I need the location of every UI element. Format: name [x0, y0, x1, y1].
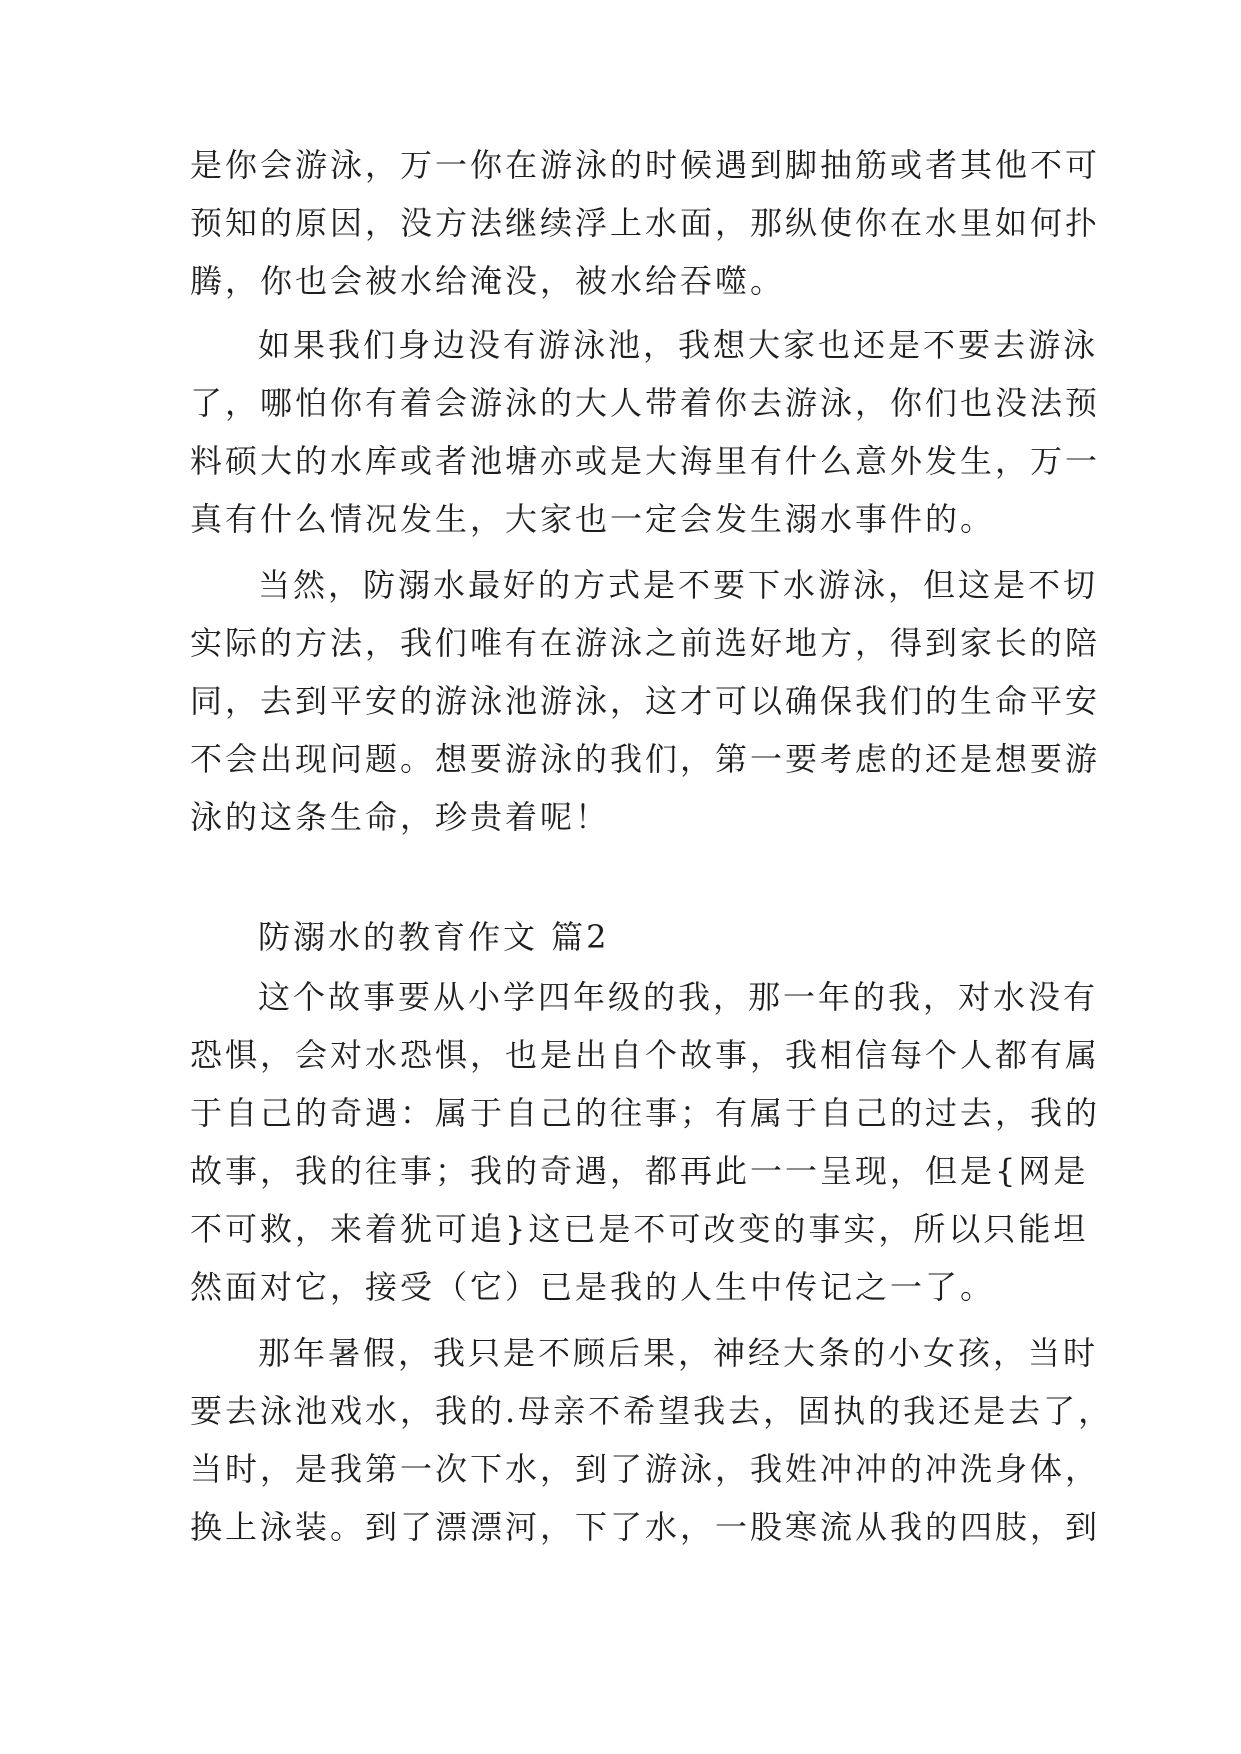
text-line: 实际的方法，我们唯有在游泳之前选好地方，得到家长的陪: [190, 624, 1101, 662]
text-line: 恐惧，会对水恐惧，也是出自个故事，我相信每个人都有属: [190, 1036, 1101, 1074]
text-line: 预知的原因，没方法继续浮上水面，那纵使你在水里如何扑: [190, 204, 1101, 242]
text-line: 故事，我的往事；我的奇遇，都再此一一呈现，但是{网是: [190, 1152, 1089, 1190]
text-line: 同，去到平安的游泳池游泳，这才可以确保我们的生命平安: [190, 682, 1101, 720]
text-line: 是你会游泳，万一你在游泳的时候遇到脚抽筋或者其他不可: [190, 146, 1101, 184]
text-line: 当时，是我第一次下水，到了游泳，我姓冲冲的冲洗身体，: [190, 1450, 1101, 1488]
text-line: 当然，防溺水最好的方式是不要下水游泳，但这是不切: [258, 566, 1099, 604]
text-line: 这个故事要从小学四年级的我，那一年的我，对水没有: [258, 978, 1099, 1016]
text-line: 换上泳装。到了漂漂河，下了水，一股寒流从我的四肢，到: [190, 1508, 1101, 1546]
text-line: 腾，你也会被水给淹没，被水给吞噬。: [190, 262, 786, 300]
text-line: 那年暑假，我只是不顾后果，神经大条的小女孩，当时: [258, 1334, 1099, 1372]
text-line: 要去泳池戏水，我的.母亲不希望我去，固执的我还是去了，: [190, 1392, 1114, 1430]
text-line: 不会出现问题。想要游泳的我们，第一要考虑的还是想要游: [190, 740, 1101, 778]
text-line: 不可救，来着犹可追}这已是不可改变的事实，所以只能坦: [190, 1210, 1089, 1248]
text-line: 于自己的奇遇：属于自己的往事；有属于自己的过去，我的: [190, 1094, 1101, 1132]
text-line: 真有什么情况发生，大家也一定会发生溺水事件的。: [190, 500, 996, 538]
text-line: 然面对它，接受（它）已是我的人生中传记之一了。: [190, 1268, 996, 1306]
text-line: 了，哪怕你有着会游泳的大人带着你去游泳，你们也没法预: [190, 384, 1101, 422]
section-heading: 防溺水的教育作文 篇2: [258, 918, 610, 956]
text-line: 料硕大的水库或者池塘亦或是大海里有什么意外发生，万一: [190, 442, 1101, 480]
text-line: 如果我们身边没有游泳池，我想大家也还是不要去游泳: [258, 326, 1099, 364]
text-line: 泳的这条生命，珍贵着呢！: [190, 798, 611, 836]
